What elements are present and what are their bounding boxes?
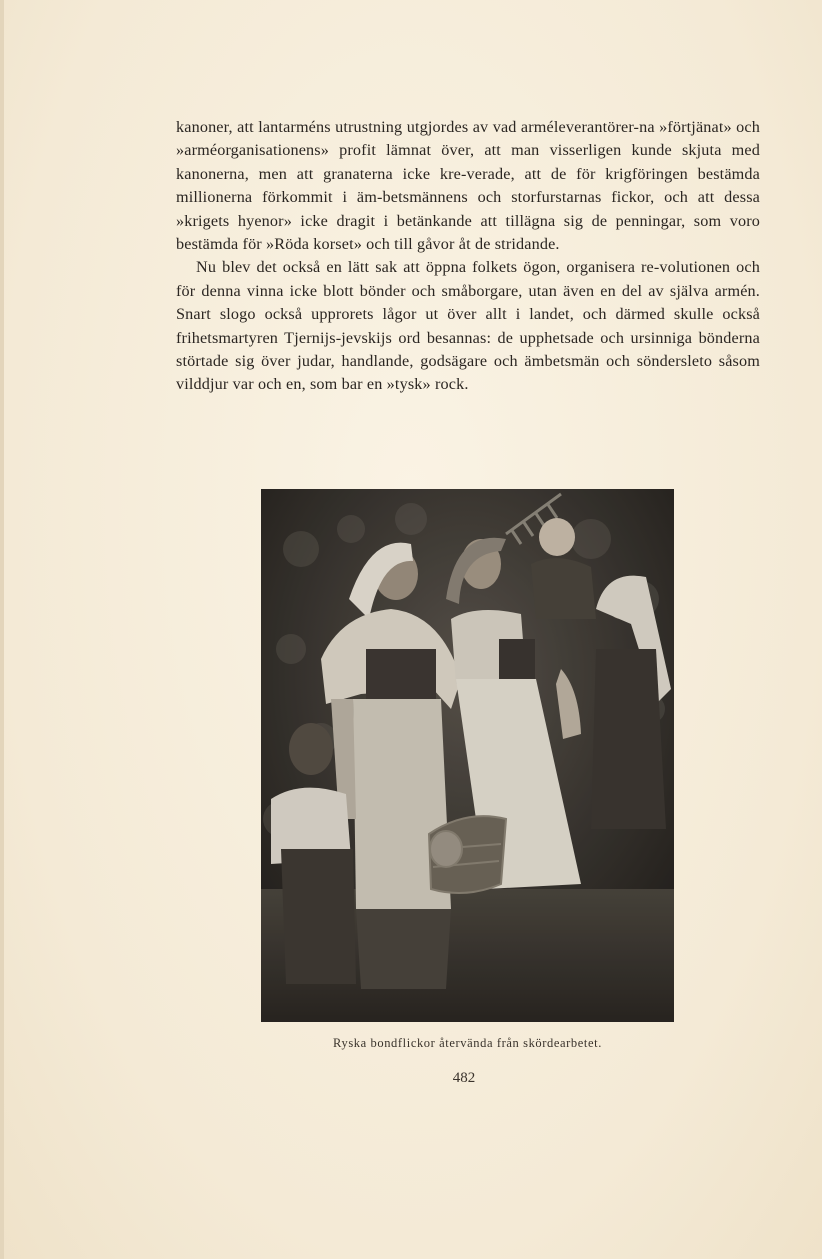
body-text bbox=[176, 116, 760, 397]
page-number: 482 bbox=[452, 1070, 476, 1086]
paragraph-2: Nu blev det också en lätt sak att öppna folkets ögon, organisera re-volutionen och för denna vinna icke blott bönder och småborgare, utan även en del av själva armén. Snart slogo också upprorets lågor ut över allt i landet, och därmed skulle också frihetsmartyren Tjernijs-jevskijs ord besannas: de upphetsade och ursinniga bönderna störtade sig över judar, handlande, godsägare och ämbetsmän och söndersleto såsom vilddjur var och en, som bar en »tysk» rock. bbox=[176, 258, 760, 394]
paragraph-1: kanoner, att lantarméns utrustning utgjordes av vad arméleverantörer-na »förtjänat» och »arméorganisationens» profit lämnat över, att man visserligen kunde skjuta med kanonerna, men att granaterna icke kre-verade, att de för krigföringen bestämda millionerna förkommit i äm-betsmännens och storfurstarnas fickor, och att dessa »krigets hyenor» icke dragit i betänkande att tillägna sig de penningar, som voro bestämda för »Röda korset» och till gåvor åt de stridande. bbox=[176, 118, 760, 254]
photograph bbox=[261, 489, 674, 1022]
photo-caption: Ryska bondflickor återvända från skördearbetet. bbox=[333, 1036, 602, 1050]
